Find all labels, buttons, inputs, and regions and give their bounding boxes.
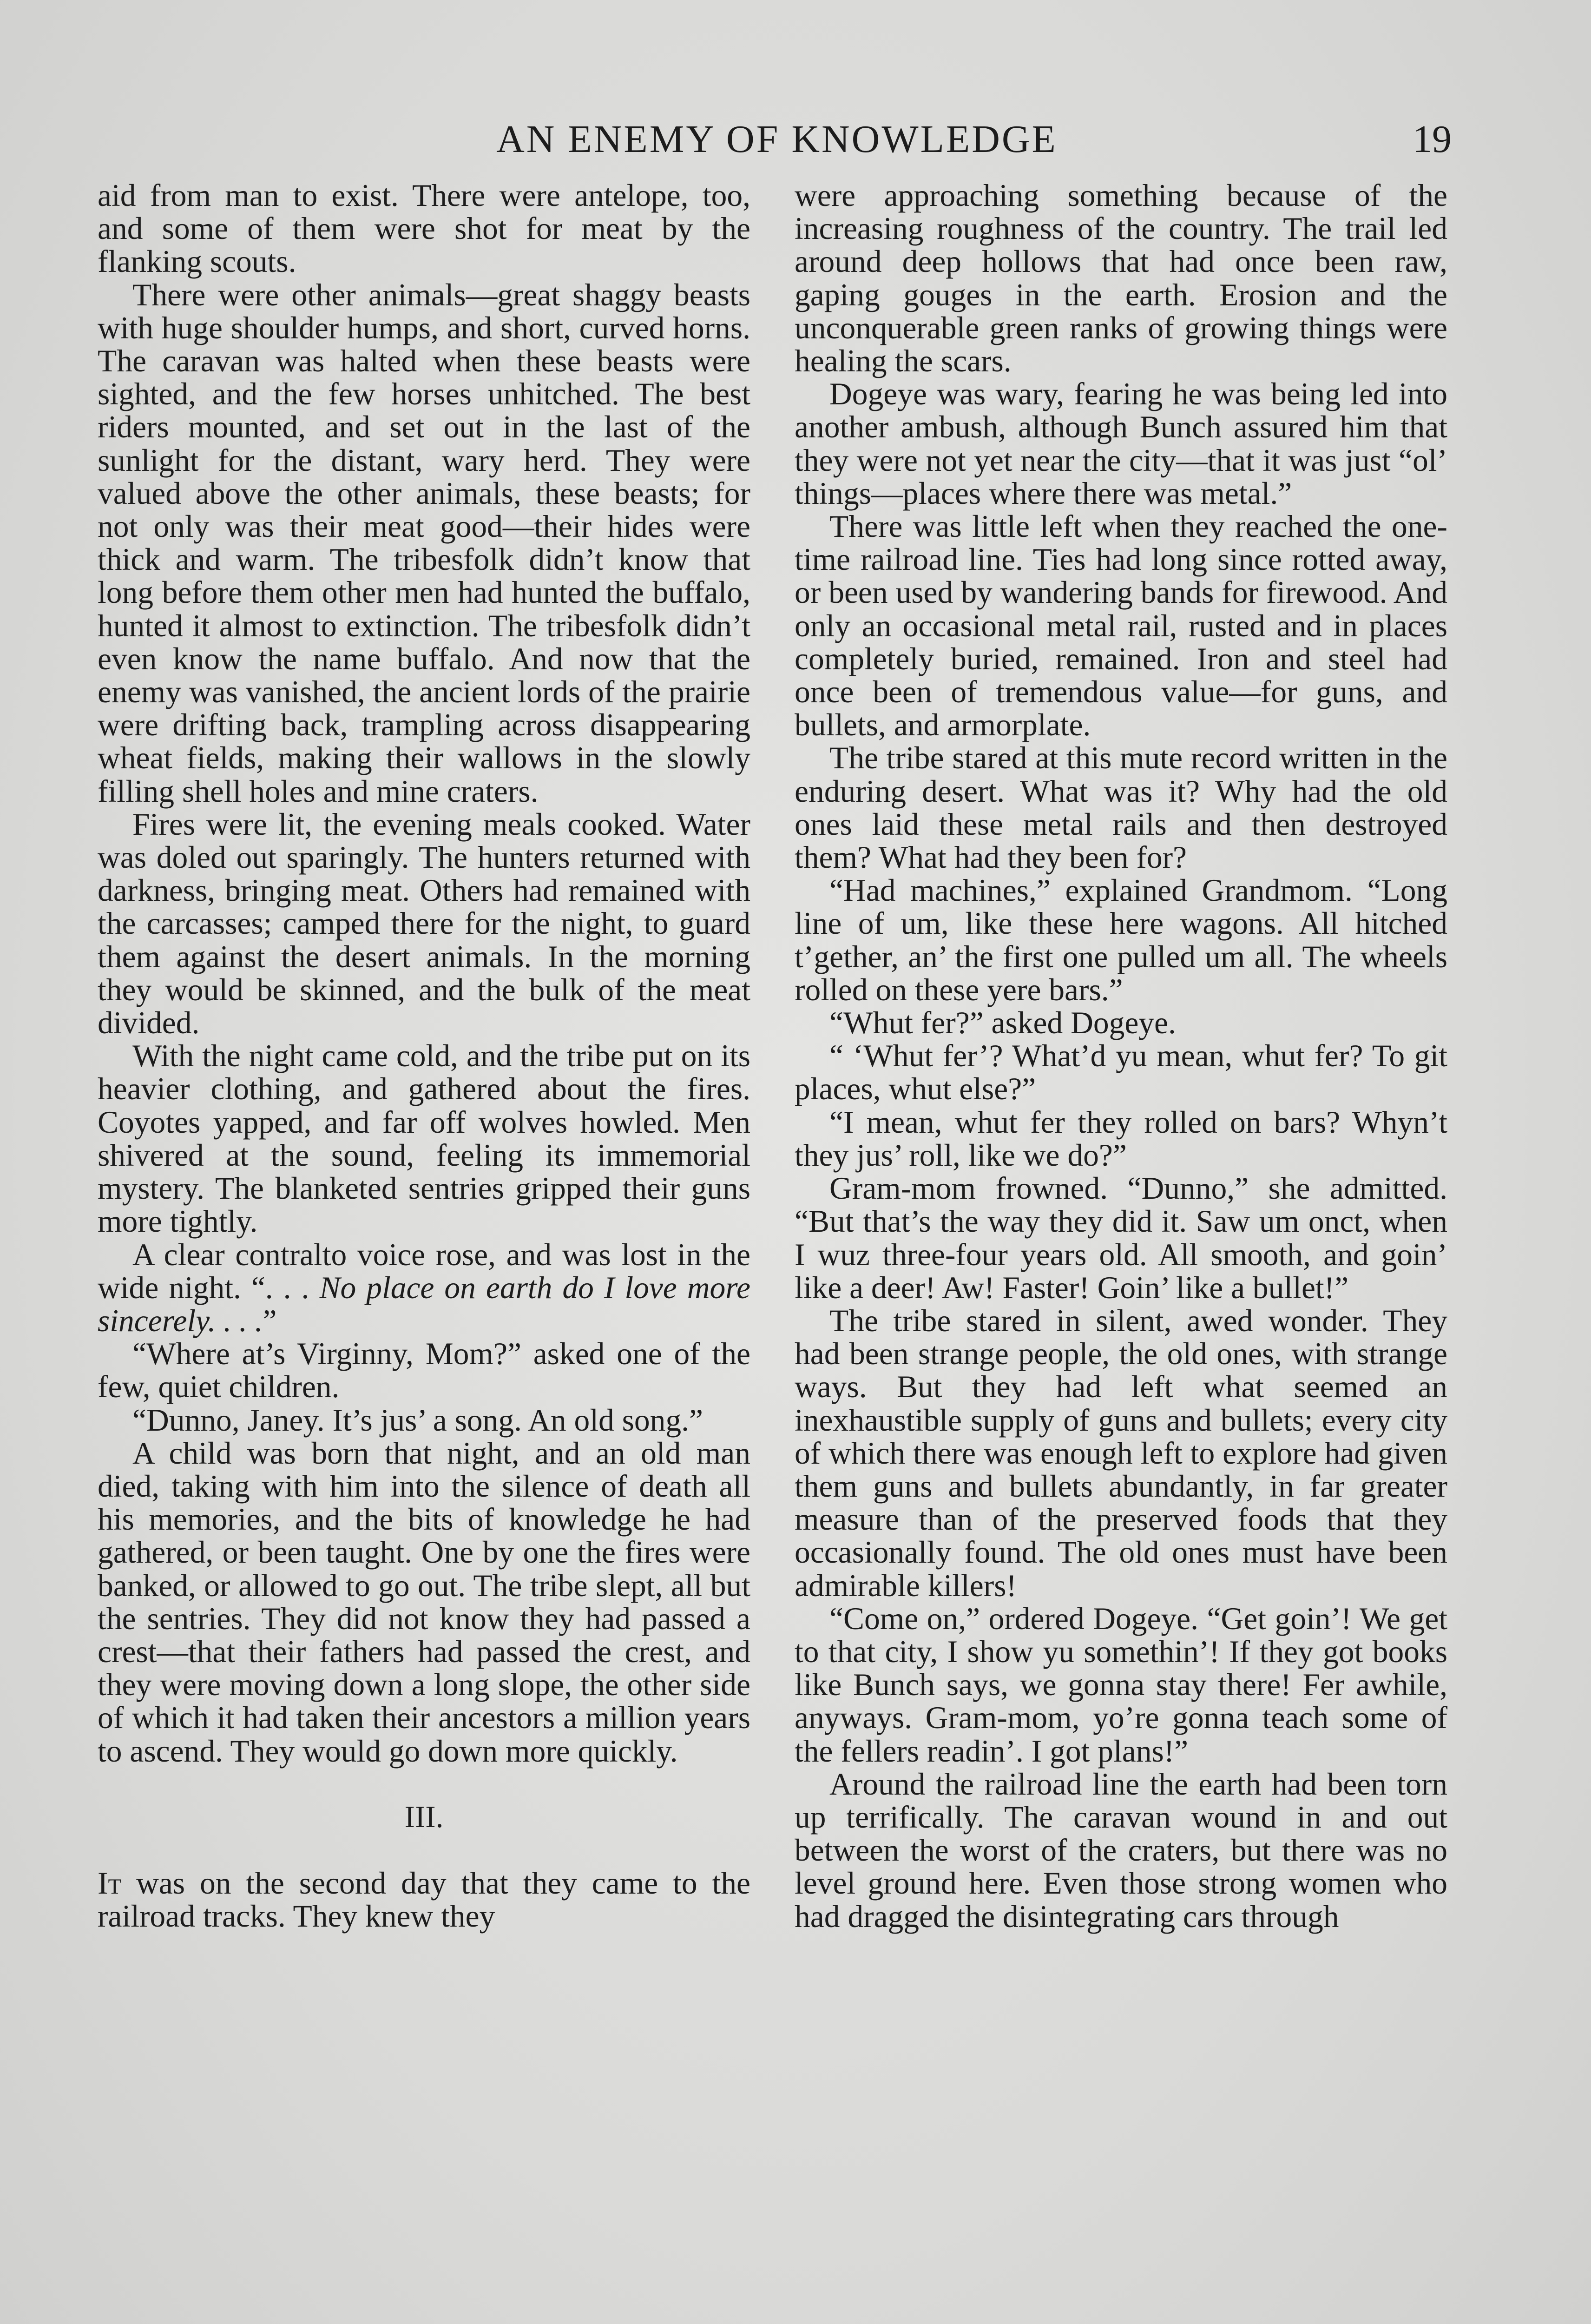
paragraph: “Dunno, Janey. It’s jus’ a song. An old song.” [132, 1402, 703, 1438]
paragraph: With the night came cold, and the tribe put on its heavier clothing, and gathered about the fires. Coyotes yapped, and far off wolves howled. Men shivered at the sound, feeling its immemorial mystery. The blanketed sentries gripped their guns more tightly. [98, 1038, 750, 1239]
paragraph: Around the railroad line the earth had been torn up terrifically. The caravan wound in and out between the worst of the craters, but there was no level ground here. Even those strong women who had dragged the disintegrating cars through [795, 1766, 1447, 1934]
paragraph: “Where at’s Virginny, Mom?” asked one of the few, quiet children. [98, 1336, 750, 1405]
opening-word: It [98, 1865, 122, 1901]
running-title: AN ENEMY OF KNOWLEDGE [496, 118, 1058, 161]
paragraph: aid from man to exist. There were antelope, too, and some of them were shot for meat by the flanking scouts. [98, 178, 750, 279]
page-number: 19 [1413, 118, 1452, 161]
right-text-column [795, 179, 1447, 1933]
paragraph: Gram-mom frowned. “Dunno,” she admitted. “But that’s the way they did it. Saw um onct, when I wuz three-four years old. All smooth, and goin’ like a deer! Aw! Faster! Goin’ like a bullet!” [795, 1171, 1447, 1305]
page-header [102, 114, 1452, 165]
paragraph: There were other animals—great shaggy beasts with huge shoulder humps, and short, curved horns. The caravan was halted when these beasts were sighted, and the few horses unhitched. The best riders mounted, and set out in the last of the sunlight for the distant, wary herd. They were valued above the other animals, these beasts; for not only was their meat good—their hides were thick and warm. The tribesfolk didn’t know that long before them other men had hunted the buffalo, hunted it almost to extinction. The tribesfolk didn’t even know the name buffalo. And now that the enemy was vanished, the ancient lords of the prairie were drifting back, trampling across disappearing wheat fields, making their wallows in the slowly filling shell holes and mine craters. [98, 277, 750, 809]
song-lyric: No place on earth do I love more sincerely. . . . [98, 1270, 750, 1338]
paragraph: “Had machines,” explained Grandmom. “Long line of um, like these here wagons. All hitched t’gether, an’ the first one pulled um all. The wheels rolled on these yere bars.” [795, 873, 1447, 1007]
paragraph: There was little left when they reached the one-time railroad line. Ties had long since rotted away, or been used by wandering bands for firewood. And only an occasional metal rail, rusted and in places completely buried, remained. Iron and steel had once been of tremendous value—for guns, and bullets, and armorplate. [795, 509, 1447, 743]
paragraph: The tribe stared in silent, awed wonder. They had been strange people, the old ones, with strange ways. But they had left what seemed an inexhaustible supply of guns and bullets; every city of which there was enough left to explore had given them guns and bullets abundantly, in far greater measure than of the preserved foods that they occasionally found. The old ones must have been admirable killers! [795, 1303, 1447, 1603]
paragraph: “I mean, whut fer they rolled on bars? Whyn’t they jus’ roll, like we do?” [795, 1104, 1447, 1173]
paragraph: “Whut fer?” asked Dogeye. [829, 1005, 1176, 1041]
paragraph: “ ‘Whut fer’? What’d yu mean, whut fer? To git places, whut else?” [795, 1038, 1447, 1107]
section-heading: III. [404, 1799, 444, 1834]
paragraph [98, 1867, 750, 1933]
paragraph: Fires were lit, the evening meals cooked. Water was doled out sparingly. The hunters returned with darkness, bringing meat. Others had remained with the carcasses; camped there for the night, to guard them against the desert animals. In the morning they would be skinned, and the bulk of the meat divided. [98, 806, 750, 1041]
paragraph: The tribe stared at this mute record written in the enduring desert. What was it? Why had the old ones laid these metal rails and then destroyed them? What had they been for? [795, 740, 1447, 875]
paragraph: were approaching something because of the increasing roughness of the country. The trail led around deep hollows that had once been raw, gaping gouges in the earth. Erosion and the unconquerable green ranks of growing things were healing the scars. [795, 178, 1447, 379]
paragraph: Dogeye was wary, fearing he was being led into another ambush, although Bunch assured him that they were not yet near the city—that it was just “ol’ things—places where there was metal.” [795, 376, 1447, 511]
paragraph [98, 1238, 750, 1338]
paragraph-text: A clear contralto voice rose, and was lost in the wide night. “. . . [98, 1237, 750, 1305]
paragraph: A child was born that night, and an old man died, taking with him into the silence of death all his memories, and the bits of knowledge he had gathered, or been taught. One by one the fires were banked, or allowed to go out. The tribe slept, all but the sentries. They did not know they had passed a crest—that their fathers had passed the crest, and they were moving down a long slope, the other side of which it had taken their ancestors a million years to ascend. They would go down more quickly. [98, 1435, 750, 1769]
paragraph-text: ” [263, 1303, 277, 1338]
paragraph: “Come on,” ordered Dogeye. “Get goin’! We get to that city, I show yu somethin’! If they got books like Bunch says, we gonna stay there! Fer awhile, anyways. Gram-mom, yo’re gonna teach some of the fellers readin’. I got plans!” [795, 1601, 1447, 1769]
left-text-column [98, 179, 750, 1933]
paragraph-text: was on the second day that they came to the railroad tracks. They knew they [98, 1865, 750, 1934]
